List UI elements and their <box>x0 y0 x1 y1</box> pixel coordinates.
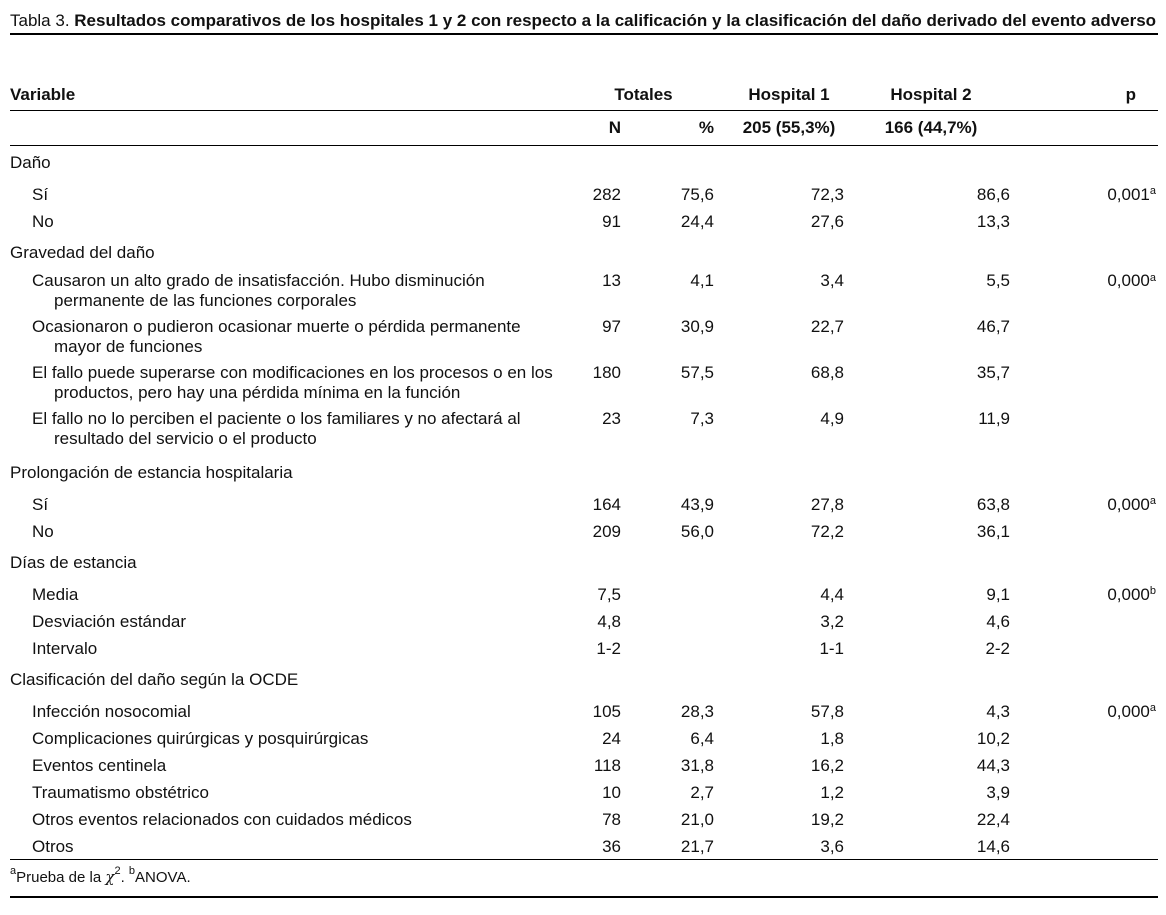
p-note: a <box>1149 272 1157 284</box>
cell-n: 97 <box>602 317 621 336</box>
section-row <box>10 455 1158 491</box>
cell-pct <box>621 581 714 608</box>
section-title: Daño <box>10 153 51 172</box>
cell-p <box>1010 581 1158 608</box>
cell-pct: 75,6 <box>680 185 715 204</box>
cell-hospital1: 1-1 <box>819 639 845 658</box>
cell-p <box>1010 208 1158 235</box>
p-note: a <box>1149 185 1157 197</box>
footnote-a-mark: a <box>10 865 17 877</box>
top-rule <box>10 33 1158 35</box>
cell-hospital2: 86,6 <box>976 185 1011 204</box>
col-header-hospital1-n: 205 (55,3%) <box>742 118 836 137</box>
section-row <box>10 545 1158 581</box>
table-row <box>10 806 1158 833</box>
row-label: Otros <box>32 837 74 856</box>
cell-n: 1-2 <box>596 639 621 658</box>
row-label: Infección nosocomial <box>32 702 191 721</box>
cell-n: 164 <box>592 495 621 514</box>
cell-hospital2: 14,6 <box>976 837 1011 856</box>
cell-hospital2: 46,7 <box>976 317 1011 336</box>
table-row <box>10 635 1158 662</box>
cell-hospital2: 22,4 <box>976 810 1011 829</box>
cell-hospital1: 27,6 <box>810 212 845 231</box>
section-row <box>10 145 1158 181</box>
cell-hospital2: 35,7 <box>976 363 1011 382</box>
cell-hospital1: 1,8 <box>820 729 845 748</box>
cell-pct: 6,4 <box>690 729 715 748</box>
cell-p <box>1010 635 1158 662</box>
cell-p <box>1010 518 1158 545</box>
cell-p <box>1010 725 1158 752</box>
cell-p <box>1010 181 1158 208</box>
section-title: Clasificación del daño según la OCDE <box>10 670 299 689</box>
cell-p <box>1010 833 1158 860</box>
table-row <box>10 181 1158 208</box>
row-label: No <box>32 212 54 231</box>
row-label: El fallo no lo perciben el paciente o los familiares y no afectará al resultado del servicio o el producto <box>32 409 521 448</box>
col-header-p: p <box>1125 85 1137 104</box>
cell-pct: 2,7 <box>690 783 715 802</box>
cell-p <box>1010 409 1158 455</box>
cell-n: 24 <box>602 729 621 748</box>
cell-pct: 56,0 <box>680 522 715 541</box>
cell-hospital2: 10,2 <box>976 729 1011 748</box>
results-table <box>10 80 1158 860</box>
cell-hospital1: 4,4 <box>820 585 845 604</box>
col-header-hospital1: Hospital 1 <box>748 85 830 104</box>
section-title: Gravedad del daño <box>10 243 155 262</box>
cell-pct: 24,4 <box>680 212 715 231</box>
header-row-2 <box>10 110 1158 145</box>
cell-p <box>1010 363 1158 409</box>
p-note: b <box>1149 585 1157 597</box>
table-row <box>10 752 1158 779</box>
table-row <box>10 409 1158 455</box>
section-row <box>10 662 1158 698</box>
cell-hospital1: 57,8 <box>810 702 845 721</box>
row-label: Complicaciones quirúrgicas y posquirúrgicas <box>32 729 369 748</box>
section-title: Días de estancia <box>10 553 137 572</box>
cell-pct: 43,9 <box>680 495 715 514</box>
bottom-rule <box>10 896 1158 898</box>
caption-label: Tabla 3. <box>10 11 70 30</box>
p-note: a <box>1149 495 1157 507</box>
cell-pct: 31,8 <box>680 756 715 775</box>
row-label: Sí <box>32 185 49 204</box>
cell-p <box>1010 608 1158 635</box>
cell-n: 105 <box>592 702 621 721</box>
cell-hospital2: 5,5 <box>986 271 1011 290</box>
row-label: Otros eventos relacionados con cuidados médicos <box>32 810 412 829</box>
section-row <box>10 235 1158 271</box>
cell-hospital2: 36,1 <box>976 522 1011 541</box>
col-header-pct: % <box>698 118 715 137</box>
cell-pct <box>621 635 714 662</box>
cell-n: 118 <box>593 756 621 775</box>
cell-hospital1: 4,9 <box>820 409 845 428</box>
cell-hospital1: 3,6 <box>820 837 845 856</box>
table-row <box>10 581 1158 608</box>
table-row <box>10 271 1158 317</box>
cell-hospital1: 68,8 <box>810 363 845 382</box>
col-header-totales: Totales <box>614 85 673 104</box>
row-label: No <box>32 522 54 541</box>
cell-pct: 30,9 <box>680 317 715 336</box>
p-note: a <box>1149 702 1157 714</box>
cell-hospital1: 22,7 <box>810 317 845 336</box>
row-label: Intervalo <box>32 639 98 658</box>
row-label: Desviación estándar <box>32 612 187 631</box>
row-label: Traumatismo obstétrico <box>32 783 209 802</box>
cell-n: 78 <box>602 810 621 829</box>
table-row <box>10 363 1158 409</box>
cell-n: 13 <box>602 271 621 290</box>
cell-n: 4,8 <box>597 612 621 631</box>
cell-p <box>1010 271 1158 317</box>
cell-hospital1: 27,8 <box>810 495 845 514</box>
cell-n: 91 <box>602 212 621 231</box>
cell-hospital2: 4,3 <box>986 702 1011 721</box>
cell-hospital1: 3,4 <box>820 271 845 290</box>
p-value: 0,000 <box>1107 271 1150 290</box>
cell-hospital2: 4,6 <box>986 612 1011 631</box>
cell-pct <box>621 608 714 635</box>
cell-hospital2: 9,1 <box>986 585 1011 604</box>
cell-p <box>1010 491 1158 518</box>
cell-hospital1: 72,3 <box>810 185 845 204</box>
cell-hospital1: 19,2 <box>810 810 845 829</box>
row-label: Ocasionaron o pudieron ocasionar muerte o pérdida permanente mayor de funciones <box>32 317 521 356</box>
footnote-chi-symbol: χ <box>105 868 115 886</box>
cell-n: 7,5 <box>597 585 621 604</box>
row-label: Causaron un alto grado de insatisfacción. Hubo disminución permanente de las funciones corporales <box>32 271 485 310</box>
col-header-hospital2-n: 166 (44,7%) <box>884 118 978 137</box>
p-value: 0,000 <box>1107 495 1150 514</box>
p-value: 0,000 <box>1107 702 1150 721</box>
cell-p <box>1010 698 1158 725</box>
row-label: Media <box>32 585 79 604</box>
cell-p <box>1010 752 1158 779</box>
cell-hospital1: 3,2 <box>820 612 845 631</box>
col-header-n: N <box>608 118 621 137</box>
cell-n: 10 <box>602 783 621 802</box>
footnote-a-end: . <box>120 869 129 886</box>
col-header-variable: Variable <box>10 85 76 104</box>
cell-pct: 21,0 <box>680 810 715 829</box>
cell-n: 282 <box>592 185 621 204</box>
row-label: El fallo puede superarse con modificaciones en los procesos o en los productos, pero hay una pérdida mínima en la función <box>32 363 553 402</box>
cell-n: 209 <box>592 522 621 541</box>
cell-hospital1: 72,2 <box>810 522 845 541</box>
table-row <box>10 698 1158 725</box>
table-footnote <box>10 865 191 886</box>
cell-p <box>1010 779 1158 806</box>
table-row <box>10 518 1158 545</box>
p-value: 0,001 <box>1107 185 1150 204</box>
cell-hospital2: 63,8 <box>976 495 1011 514</box>
row-label: Eventos centinela <box>32 756 167 775</box>
p-value: 0,000 <box>1107 585 1150 604</box>
header-row-1 <box>10 80 1158 110</box>
cell-pct: 28,3 <box>680 702 715 721</box>
table-row <box>10 317 1158 363</box>
footnote-b-mark: b <box>128 865 136 877</box>
cell-hospital1: 1,2 <box>820 783 845 802</box>
section-title: Prolongación de estancia hospitalaria <box>10 463 293 482</box>
table-row <box>10 725 1158 752</box>
cell-n: 36 <box>602 837 621 856</box>
table-row <box>10 779 1158 806</box>
cell-hospital1: 16,2 <box>810 756 845 775</box>
cell-hospital2: 3,9 <box>986 783 1011 802</box>
cell-p <box>1010 317 1158 363</box>
table-row <box>10 491 1158 518</box>
col-header-hospital2: Hospital 2 <box>890 85 972 104</box>
cell-hospital2: 2-2 <box>985 639 1011 658</box>
cell-hospital2: 44,3 <box>976 756 1011 775</box>
cell-pct: 57,5 <box>680 363 715 382</box>
table-row <box>10 833 1158 860</box>
footnote-b-text: ANOVA. <box>135 869 191 886</box>
table-row <box>10 208 1158 235</box>
cell-pct: 21,7 <box>680 837 715 856</box>
footnote-chi-sup: 2 <box>114 865 121 877</box>
footnote-a-text: Prueba de la <box>16 869 106 886</box>
cell-hospital2: 11,9 <box>978 409 1011 428</box>
caption-title: Resultados comparativos de los hospitales 1 y 2 con respecto a la calificación y la clasificación del daño derivado del evento adverso <box>74 11 1157 30</box>
cell-n: 23 <box>602 409 621 428</box>
cell-n: 180 <box>592 363 621 382</box>
cell-pct: 7,3 <box>690 409 715 428</box>
cell-pct: 4,1 <box>690 271 715 290</box>
table-row <box>10 608 1158 635</box>
table-caption <box>10 9 1158 33</box>
cell-p <box>1010 806 1158 833</box>
cell-hospital2: 13,3 <box>976 212 1011 231</box>
row-label: Sí <box>32 495 49 514</box>
